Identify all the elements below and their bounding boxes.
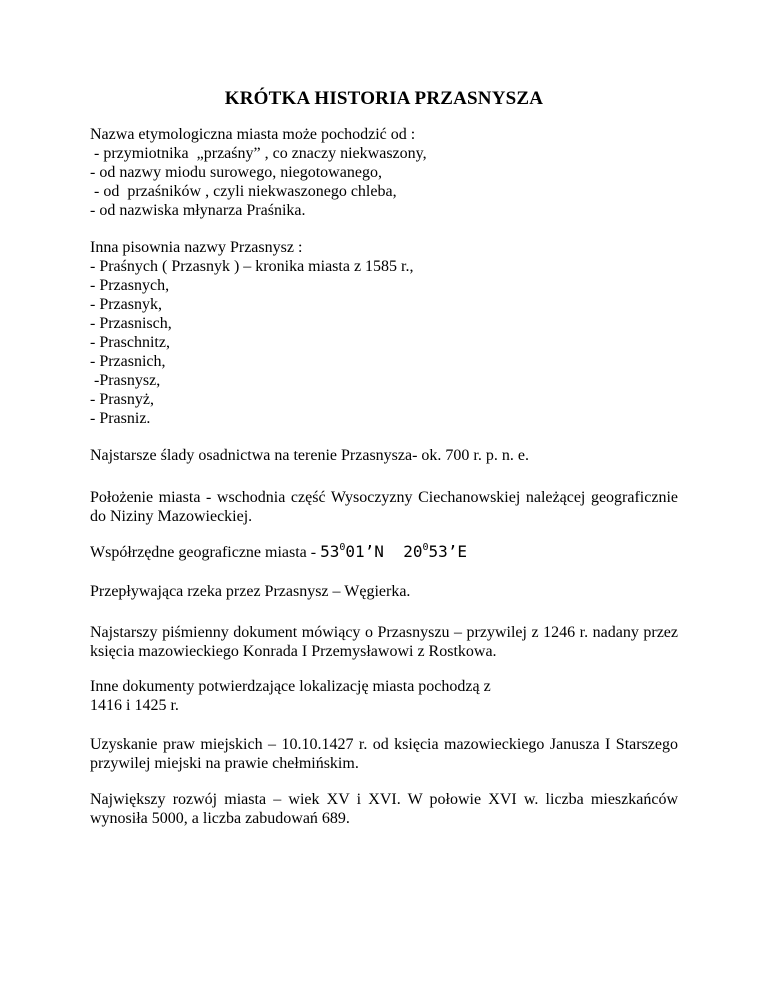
coordinates-value <box>320 542 467 561</box>
coordinates-line <box>90 542 467 562</box>
degree-symbol: 0 <box>422 542 429 553</box>
latitude-degrees: 53 <box>320 542 340 561</box>
oldest-document-text: Najstarszy piśmienny dokument mówiący o Przasnyszu – przywilej z 1246 r. nadany przez księcia mazowieckiego Konrada I Przemysławowi z Rostkowa. <box>90 624 678 660</box>
etymology-item: - od nazwy miodu surowego, niegotowanego, <box>90 164 382 181</box>
etymology-item: - od nazwiska młynarza Praśnika. <box>90 202 306 219</box>
spelling-item: - Przasnich, <box>90 353 166 370</box>
spelling-item: - Przasnyk, <box>90 296 162 313</box>
oldest-traces-text: Najstarsze ślady osadnictwa na terenie Przasnysza- ok. 700 r. p. n. e. <box>90 447 529 464</box>
longitude-minutes: 53’E <box>428 542 468 561</box>
location-text: Położenie miasta - wschodnia część Wysoczyzny Ciechanowskiej należącej geograficznie do Niziny Mazowieckiej. <box>90 489 678 525</box>
other-documents-line2: 1416 i 1425 r. <box>90 697 179 714</box>
spelling-item: - Praśnych ( Przasnyk ) – kronika miasta z 1585 r., <box>90 258 414 275</box>
coordinates-label: Współrzędne geograficzne miasta - <box>90 544 321 561</box>
spelling-item: -Prasnysz, <box>90 372 161 389</box>
spelling-item: - Prasniz. <box>90 410 151 427</box>
spellings-intro: Inna pisownia nazwy Przasnysz : <box>90 239 303 256</box>
etymology-item: - od przaśników , czyli niekwaszonego chleba, <box>90 183 397 200</box>
latitude-minutes: 01’N <box>345 542 404 561</box>
other-documents-line1: Inne dokumenty potwierdzające lokalizację miasta pochodzą z <box>90 678 491 695</box>
spelling-item: - Przasnych, <box>90 277 170 294</box>
development-text: Największy rozwój miasta – wiek XV i XVI. W połowie XVI w. liczba mieszkańców wynosiła 5000, a liczba zabudowań 689. <box>90 791 678 827</box>
degree-symbol: 0 <box>339 542 346 553</box>
spelling-item: - Praschnitz, <box>90 334 170 351</box>
longitude-degrees: 20 <box>403 542 423 561</box>
spelling-item: - Prasnyż, <box>90 391 154 408</box>
etymology-intro: Nazwa etymologiczna miasta może pochodzić od : <box>90 126 416 143</box>
spelling-item: - Przasnisch, <box>90 315 172 332</box>
etymology-item: - przymiotnika „przaśny” , co znaczy niekwaszony, <box>90 145 427 162</box>
page-title: KRÓTKA HISTORIA PRZASNYSZA <box>224 88 544 109</box>
river-text: Przepływająca rzeka przez Przasnysz – Węgierka. <box>90 583 411 600</box>
town-rights-text: Uzyskanie praw miejskich – 10.10.1427 r. od księcia mazowieckiego Janusza I Starszego przywilej miejski na prawie chełmińskim. <box>90 736 678 772</box>
